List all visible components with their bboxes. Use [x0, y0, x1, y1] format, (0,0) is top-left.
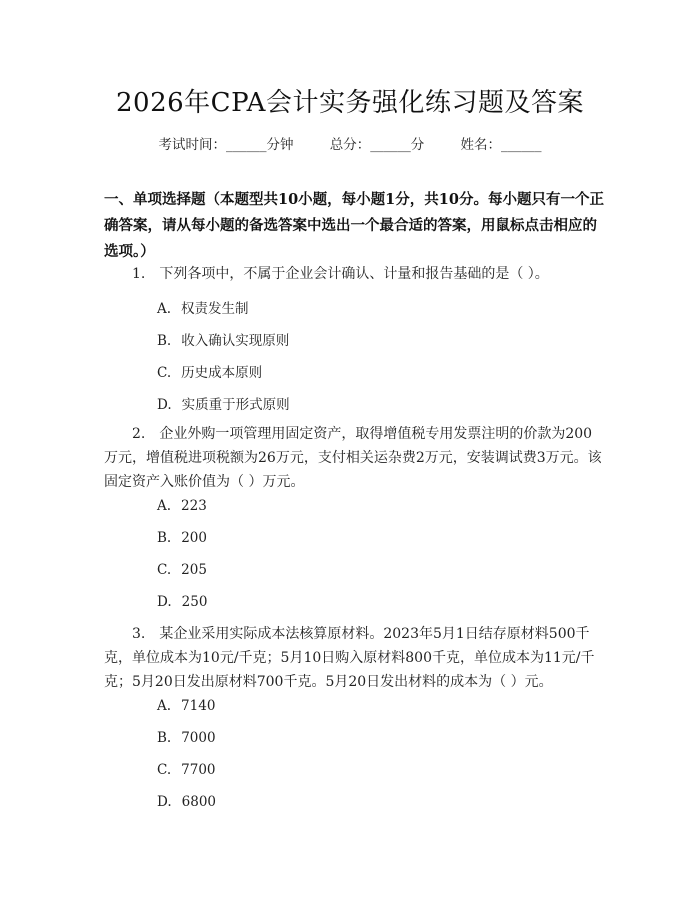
question-number: 3. [132, 626, 146, 642]
option-letter: C. [157, 762, 172, 778]
question-1-option-c[interactable] [157, 361, 262, 381]
question-number: 2. [132, 426, 146, 442]
question-3-option-a[interactable] [157, 698, 215, 714]
option-letter: B. [157, 530, 172, 546]
option-text: 223 [181, 498, 207, 514]
option-letter: A. [157, 498, 172, 514]
option-text: 实质重于形式原则 [181, 397, 290, 413]
question-3 [104, 622, 604, 694]
option-text: 7140 [181, 698, 216, 714]
question-1-option-d[interactable] [157, 393, 290, 413]
option-text: 6800 [181, 794, 216, 810]
question-text: 下列各项中，不属于企业会计确认、计量和报告基础的是（ ）。 [159, 266, 549, 282]
question-2-option-d[interactable] [157, 594, 207, 610]
question-number: 1. [132, 266, 146, 282]
page-title: 2026年CPA会计实务强化练习题及答案 [116, 88, 584, 118]
option-letter: C. [157, 562, 172, 578]
option-letter: A. [157, 698, 172, 714]
option-text: 权责发生制 [181, 301, 249, 317]
option-text: 250 [181, 594, 208, 610]
option-letter: D. [157, 397, 172, 413]
exam-time-field: 考试时间：______分钟 [158, 137, 294, 153]
question-text: 企业外购一项管理用固定资产，取得增值税专用发票注明的价款为200万元，增值税进项税额为26万元，支付相关运杂费2万元，安装调试费3万元。该固定资产入账价值为（ ）万元。 [104, 426, 602, 490]
option-letter: B. [157, 730, 172, 746]
question-2-option-a[interactable] [157, 498, 207, 514]
question-1-option-b[interactable] [157, 329, 289, 349]
question-text: 某企业采用实际成本法核算原材料。2023年5月1日结存原材料500千克，单位成本为10元/千克；5月10日购入原材料800千克，单位成本为11元/千克；5月20日发出原材料700千克。5月20日发出材料的成本为（ ）元。 [104, 626, 595, 690]
question-2-option-b[interactable] [157, 530, 207, 546]
option-text: 历史成本原则 [181, 365, 263, 381]
option-text: 200 [181, 530, 207, 546]
question-2-option-c[interactable] [157, 562, 207, 578]
question-1-option-a[interactable] [157, 297, 249, 317]
option-letter: C. [157, 365, 172, 381]
name-field: 姓名：______ [460, 137, 542, 153]
question-3-option-d[interactable] [157, 794, 216, 810]
question-3-option-b[interactable] [157, 730, 216, 746]
option-text: 205 [181, 562, 207, 578]
option-text: 收入确认实现原则 [181, 333, 290, 349]
exam-info [0, 133, 700, 153]
question-1 [104, 262, 604, 286]
option-text: 7700 [181, 762, 216, 778]
option-letter: D. [157, 594, 172, 610]
section-heading: 一、单项选择题（本题型共10小题，每小题1分，共10分。每小题只有一个正确答案，请从每小题的备选答案中选出一个最合适的答案，用鼠标点击相应的选项。） [104, 191, 604, 260]
question-2 [104, 422, 604, 494]
total-score-field: 总分：______分 [329, 137, 425, 153]
question-3-option-c[interactable] [157, 762, 216, 778]
option-letter: B. [157, 333, 172, 349]
option-letter: A. [157, 301, 172, 317]
option-letter: D. [157, 794, 172, 810]
option-text: 7000 [181, 730, 216, 746]
